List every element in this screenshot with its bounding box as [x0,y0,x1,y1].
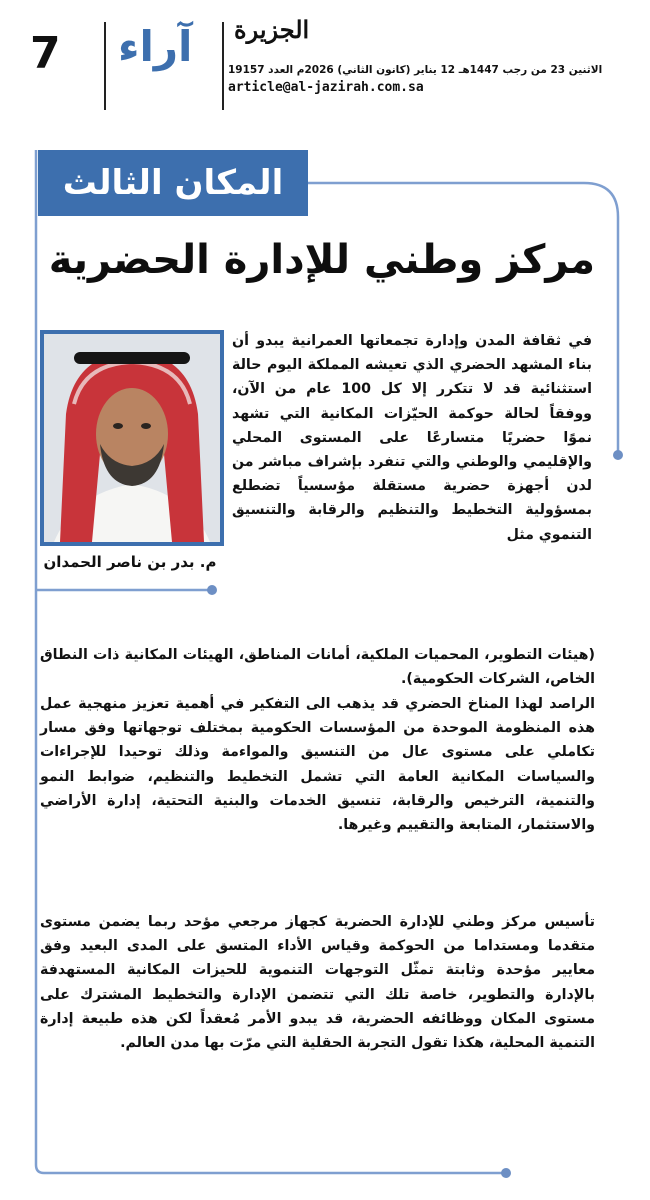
article-paragraph-1-continued: (هيئات التطوير، المحميات الملكية، أمانات المناطق، الهيئات المكانية ذات النطاق الخاص، الشركات الحكومية). [40,647,595,688]
article-paragraph-1: في ثقافة المدن وإدارة تجمعاتها العمرانية يبدو أن بناء المشهد الحضري الذي تعيشه المملكة اليوم حالة استثنائية قد لا تتكرر إلا كل 100 عام من الآن، ووفقاً لحالة حوكمة الحيّزات المكانية التي تشهد نموًا حضريًا متسارعًا على المستوى المحلي والإقليمي والوطني والتي تنفرد بإشراف مباشر من لدن أجهزة حضرية مستقلة مؤسسياً تضطلع بمسؤولية التخطيط والتنظيم والرقابة والتنسيق التنموي مثل [232,333,592,543]
contact-email[interactable]: article@al-jazirah.com.sa [228,80,424,95]
page-number: 7 [30,28,61,79]
column-name-banner: المكان الثالث [38,150,308,216]
author-photo [40,330,224,546]
author-name: م. بدر بن ناصر الحمدان [43,553,217,571]
newspaper-logo-text: الجزيرة [234,15,310,44]
issue-date-line: الاثنين 23 من رجب 1447هـ 12 يناير (كانون الثاني) 2026م العدد 19157 [228,64,603,76]
section-title: آراء [118,22,193,71]
article-paragraph-3: تأسيس مركز وطني للإدارة الحضرية كجهاز مرجعي مؤحد ربما يضمن مستوى متقدما ومستداما من الحوكمة وقياس الأداء المتسق على المدى البعيد وفق معايير مؤحدة وثابتة تمثّل التوجهات التنموية للحيزات المكانية المستهدفة بالإدارة والتطوير، خاصة تلك التي تتضمن الإدارة والتخطيط المشترك على مستوى المكان ووظائفه الحضرية، قد يبدو الأمر مُعقداً لكن هذه طبيعة إدارة التنمية المحلية، هكذا تقول التجربة الحقلية التي مرّت بها مدن العالم. [40,914,595,1052]
author-portrait-illustration [44,334,220,542]
article-headline: مركز وطني للإدارة الحضرية [48,237,595,283]
article-paragraph-2: الراصد لهذا المناخ الحضري قد يذهب الى التفكير في أهمية تعزيز منهجية عمل هذه المنظومة الموحدة من المؤسسات الحكومية بمختلف توجهاتها وفق مسار تكاملي على مستوى عال من التنسيق والمواءمة وذلك توحيدا للإجراءات والسياسات المكانية العامة التي تشمل التخطيط والتنظيم، ضوابط النمو والتنمية، الترخيص والرقابة، تنسيق الخدمات والبنية التحتية، إدارة الأراضي والاستثمار، المتابعة والتقييم وغيرها. [40,696,595,834]
